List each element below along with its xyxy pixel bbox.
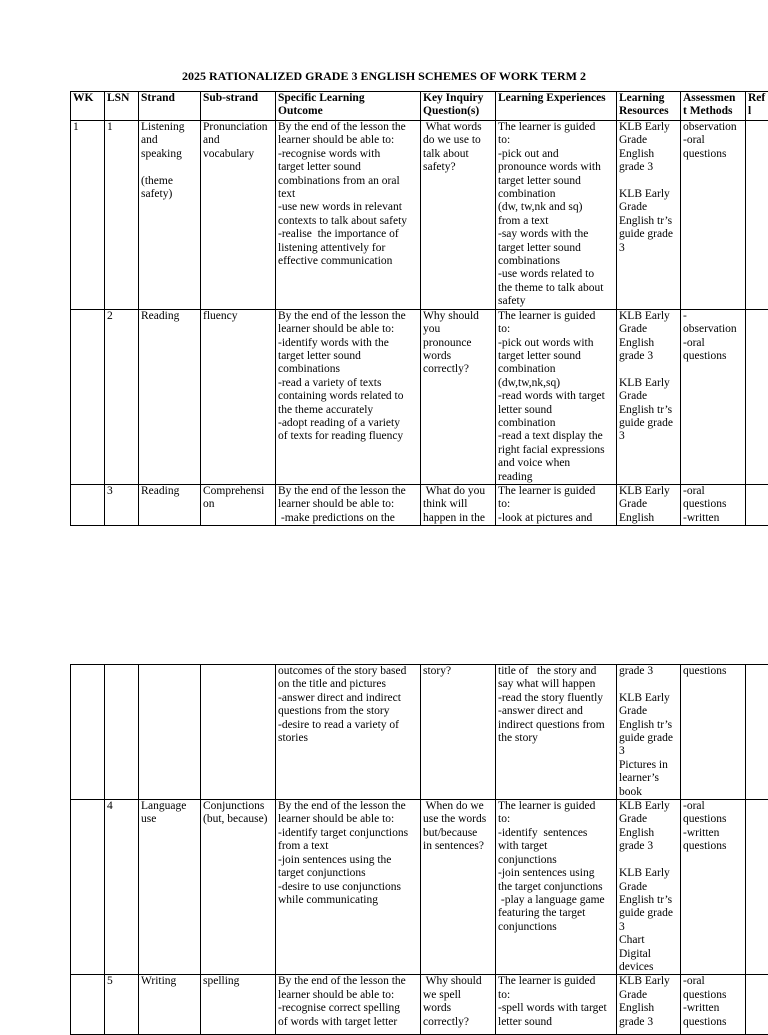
cell-resources: KLB Early Grade English grade 3 KLB Early Grade English tr’s guide grade 3 — [617, 309, 681, 484]
cell-outcome: outcomes of the story based on the title and pictures -answer direct and indirect questions from the story -desire to read a variety of stories — [276, 665, 421, 800]
cell-lsn: 2 — [105, 309, 139, 484]
cell-strand — [139, 665, 201, 800]
cell-resources: KLB Early Grade English grade 3 — [617, 975, 681, 1035]
cell-assessment: -oral questions -written questions — [681, 800, 746, 975]
cell-strand: Reading — [139, 309, 201, 484]
cell-strand: Reading — [139, 484, 201, 525]
cell-experiences: The learner is guided to: -identify sentences with target conjunctions -join sentences using the target conjunctions -play a language game featuring the target conjunctions — [496, 800, 617, 975]
cell-reflection — [746, 484, 768, 525]
header-question: Key Inquiry Question(s) — [421, 92, 496, 121]
header-reflection: Ref l — [746, 92, 768, 121]
cell-question: What words do we use to talk about safety? — [421, 121, 496, 310]
document-title: 2025 RATIONALIZED GRADE 3 ENGLISH SCHEMES OF WORK TERM 2 — [0, 69, 768, 84]
cell-resources: KLB Early Grade English grade 3 KLB Early Grade English tr’s guide grade 3 Chart Digital devices — [617, 800, 681, 975]
page-2-rows — [71, 665, 768, 1035]
cell-outcome: By the end of the lesson the learner should be able to: -recognise correct spelling of words with target letter — [276, 975, 421, 1035]
cell-wk — [71, 484, 105, 525]
cell-wk — [71, 800, 105, 975]
table-row — [71, 309, 768, 484]
cell-outcome: By the end of the lesson the learner should be able to: -identify words with the target letter sound combinations -read a variety of texts containing words related to the theme accurately -adopt reading of a variety of texts for reading fluency — [276, 309, 421, 484]
table-row — [71, 665, 768, 800]
cell-substrand — [201, 665, 276, 800]
cell-substrand: fluency — [201, 309, 276, 484]
cell-strand: Language use — [139, 800, 201, 975]
cell-assessment: - observation -oral questions — [681, 309, 746, 484]
cell-strand: Writing — [139, 975, 201, 1035]
scheme-table-page-1 — [70, 91, 768, 526]
cell-reflection — [746, 121, 768, 310]
header-experiences: Learning Experiences — [496, 92, 617, 121]
cell-strand: Listening and speaking (theme safety) — [139, 121, 201, 310]
cell-lsn — [105, 665, 139, 800]
header-resources: Learning Resources — [617, 92, 681, 121]
cell-experiences: The learner is guided to: -spell words with target letter sound — [496, 975, 617, 1035]
cell-resources: grade 3 KLB Early Grade English tr’s guide grade 3 Pictures in learner’s book — [617, 665, 681, 800]
cell-wk: 1 — [71, 121, 105, 310]
cell-question: story? — [421, 665, 496, 800]
cell-reflection — [746, 975, 768, 1035]
cell-reflection — [746, 665, 768, 800]
cell-experiences: The learner is guided to: -look at pictures and — [496, 484, 617, 525]
cell-experiences: The learner is guided to: -pick out and pronounce words with target letter sound combination (dw, tw,nk and sq) from a text -say words with the target letter sound combinations -use words related to the theme to talk about safety — [496, 121, 617, 310]
cell-question: What do you think will happen in the — [421, 484, 496, 525]
header-assessment: Assessmen t Methods — [681, 92, 746, 121]
cell-outcome: By the end of the lesson the learner should be able to: -recognise words with target letter sound combinations from an oral text -use new words in relevant contexts to talk about safety -realise the importance of listening attentively for effective communication — [276, 121, 421, 310]
cell-lsn: 4 — [105, 800, 139, 975]
cell-question: When do we use the words but/because in sentences? — [421, 800, 496, 975]
cell-substrand: spelling — [201, 975, 276, 1035]
cell-experiences: The learner is guided to: -pick out words with target letter sound combination (dw,tw,nk,sq) -read words with target letter sound combination -read a text display the right facial expressions and voice when reading — [496, 309, 617, 484]
cell-question: Why should we spell words correctly? — [421, 975, 496, 1035]
cell-lsn: 3 — [105, 484, 139, 525]
header-row — [71, 92, 768, 121]
table-row — [71, 975, 768, 1035]
table-row — [71, 121, 768, 310]
cell-substrand: Comprehensi on — [201, 484, 276, 525]
header-wk: WK — [71, 92, 105, 121]
cell-assessment: questions — [681, 665, 746, 800]
cell-reflection — [746, 309, 768, 484]
scheme-table-page-2 — [70, 664, 768, 1035]
cell-wk — [71, 309, 105, 484]
cell-assessment: observation -oral questions — [681, 121, 746, 310]
cell-assessment: -oral questions -written questions — [681, 975, 746, 1035]
header-substrand: Sub-strand — [201, 92, 276, 121]
header-lsn: LSN — [105, 92, 139, 121]
cell-substrand: Pronunciation and vocabulary — [201, 121, 276, 310]
cell-outcome: By the end of the lesson the learner should be able to: -identify target conjunctions from a text -join sentences using the target conjunctions -desire to use conjunctions while communicating — [276, 800, 421, 975]
table-row — [71, 800, 768, 975]
cell-substrand: Conjunctions (but, because) — [201, 800, 276, 975]
table-row — [71, 484, 768, 525]
cell-experiences: title of the story and say what will happen -read the story fluently -answer direct and indirect questions from the story — [496, 665, 617, 800]
cell-lsn: 5 — [105, 975, 139, 1035]
cell-resources: KLB Early Grade English — [617, 484, 681, 525]
page-1-rows — [71, 121, 768, 526]
cell-outcome: By the end of the lesson the learner should be able to: -make predictions on the — [276, 484, 421, 525]
cell-resources: KLB Early Grade English grade 3 KLB Early Grade English tr’s guide grade 3 — [617, 121, 681, 310]
cell-question: Why should you pronounce words correctly? — [421, 309, 496, 484]
cell-lsn: 1 — [105, 121, 139, 310]
cell-assessment: -oral questions -written — [681, 484, 746, 525]
cell-wk — [71, 975, 105, 1035]
cell-wk — [71, 665, 105, 800]
cell-reflection — [746, 800, 768, 975]
header-outcome: Specific Learning Outcome — [276, 92, 421, 121]
header-strand: Strand — [139, 92, 201, 121]
